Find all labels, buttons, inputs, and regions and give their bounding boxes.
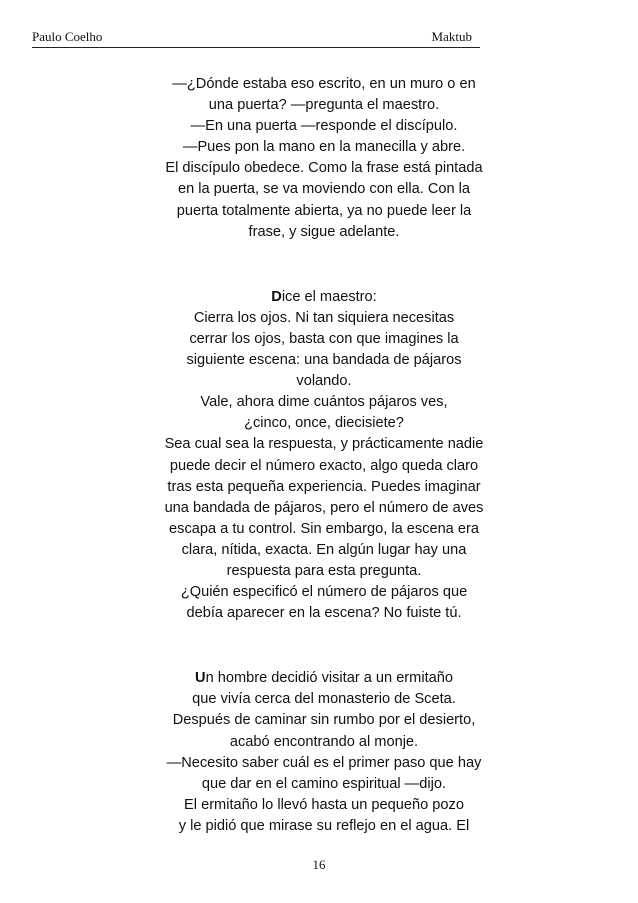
first-line-text: ice el maestro:: [281, 288, 377, 305]
text-line: Sea cual sea la respuesta, y prácticamente nadie: [164, 436, 484, 453]
page-header: [32, 27, 480, 48]
text-line: —Necesito saber cuál es el primer paso que hay: [166, 754, 482, 771]
text-line: debía aparecer en la escena? No fuiste tú.: [186, 605, 462, 622]
text-line: que vivía cerca del monasterio de Sceta.: [192, 691, 456, 708]
section-spacer: [140, 243, 508, 287]
text-line: acabó encontrando al monje.: [229, 733, 419, 750]
text-line: puede decir el número exacto, algo queda claro: [169, 457, 479, 474]
text-line: Vale, ahora dime cuántos pájaros ves,: [200, 394, 448, 411]
text-line: Después de caminar sin rumbo por el desierto,: [172, 712, 476, 729]
paragraph-door-dialogue: [140, 74, 508, 243]
text-line: ¿cinco, once, diecisiete?: [244, 415, 404, 432]
first-line-text: n hombre decidió visitar a un ermitaño: [205, 670, 453, 687]
text-line: escapa a tu control. Sin embargo, la escena era: [169, 520, 479, 537]
header-author: Paulo Coelho: [32, 29, 103, 44]
page-body: [140, 74, 508, 837]
header-book-title: Maktub: [431, 29, 472, 44]
section-initial-letter: U: [195, 670, 206, 687]
paragraph-hermit: [140, 668, 508, 837]
text-line: ¿Quién especificó el número de pájaros que: [180, 584, 468, 601]
text-line: tras esta pequeña experiencia. Puedes imaginar: [167, 478, 481, 495]
section-first-line: [140, 668, 508, 689]
text-line: clara, nítida, exacta. En algún lugar hay una: [181, 541, 467, 558]
text-line: que dar en el camino espiritual —dijo.: [201, 775, 447, 792]
text-line: —¿Dónde estaba eso escrito, en un muro o en: [172, 76, 476, 92]
text-line: frase, y sigue adelante.: [248, 223, 400, 240]
text-line: una bandada de pájaros, pero el número de aves: [164, 499, 484, 516]
text-line: puerta totalmente abierta, ya no puede leer la: [176, 202, 472, 219]
text-line: una puerta? —pregunta el maestro.: [208, 97, 440, 114]
text-line: volando.: [296, 373, 352, 390]
text-line: Cierra los ojos. Ni tan siquiera necesitas: [193, 309, 455, 326]
section-initial-letter: D: [271, 288, 282, 305]
section-first-line: [140, 287, 508, 308]
text-line: y le pidió que mirase su reflejo en el agua. El: [178, 817, 470, 834]
text-line: —En una puerta —responde el discípulo.: [190, 118, 458, 135]
text-line: —Pues pon la mano en la manecilla y abre.: [182, 139, 466, 156]
paragraph-birds: [140, 287, 508, 625]
text-line: siguiente escena: una bandada de pájaros: [186, 352, 462, 369]
text-line: respuesta para esta pregunta.: [226, 562, 422, 579]
text-line: El ermitaño lo llevó hasta un pequeño pozo: [184, 796, 464, 813]
text-line: El discípulo obedece. Como la frase está pintada: [165, 160, 483, 177]
section-spacer: [140, 624, 508, 668]
text-line: cerrar los ojos, basta con que imagines la: [189, 330, 459, 347]
text-line: en la puerta, se va moviendo con ella. Con la: [177, 181, 471, 198]
page-number: 16: [312, 857, 326, 872]
